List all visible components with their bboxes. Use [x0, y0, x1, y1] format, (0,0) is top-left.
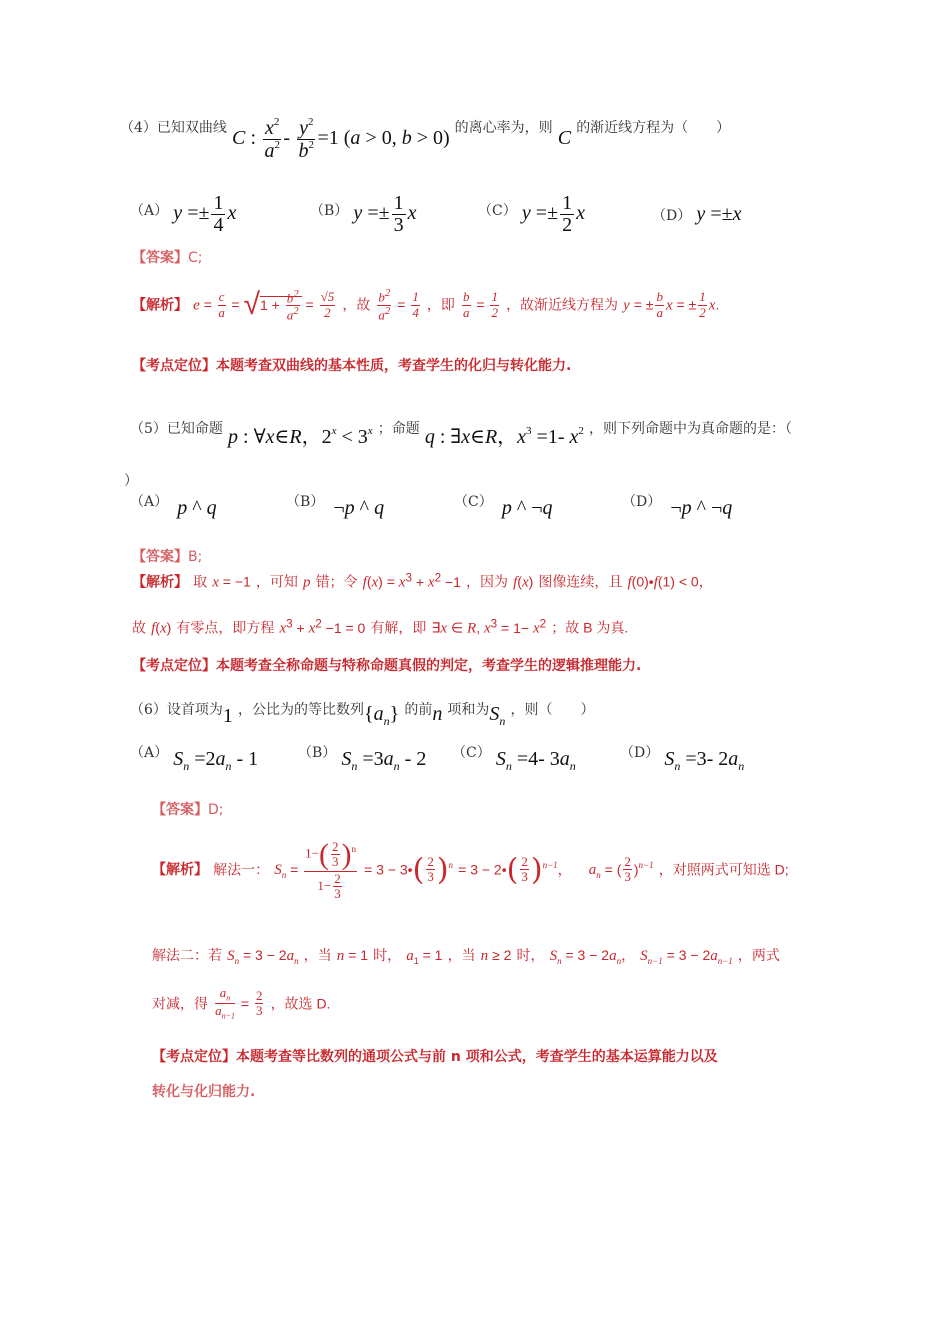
q5-stem: （5）已知命题 p : ∀x∈R，$2^x < 3^x$ ；命题 q : ∃x∈R，$x^3 =1-$ $x^2$ ，则下列命题中为真命题的是：（: [130, 421, 792, 448]
q6-option-c-label: （C）: [452, 745, 491, 761]
q4-analysis: 【解析】 e = $\frac{c}{a}$ = √1 + $\frac{b^2}{a^2}$ = $\frac{√5}{2}$ ，故 $\frac{b^2}{a^2}$ = $\frac{1}{4}$ ，即 $\frac{b}{a}$ = $\frac{1}{2}$ ，故渐近线方程为 y = ± $\frac{b}{a}$ x = ± $\frac{1}{2}$ x.: [132, 287, 720, 323]
q5-analysis-label: 【解析】: [132, 574, 188, 591]
q5-option-c-label: （C）: [454, 494, 493, 510]
q5-answer-value: B;: [188, 549, 203, 565]
q5-analysis-2b: 有零点，即方程: [176, 619, 275, 636]
q6-point-line2: 转化与化归能力.: [152, 1084, 256, 1100]
q4-option-b: （B） y =± $\frac{1}{3}$ x: [310, 192, 417, 236]
q6-option-d-label: （D）: [620, 745, 660, 761]
q6-n: n: [432, 703, 443, 725]
q4-analysis-text-1: ，故: [342, 297, 371, 314]
q5-point: [132, 655, 641, 675]
q5-option-d: （D） ¬p ^ ¬q: [622, 494, 733, 519]
q6-method2-f: ，两式: [737, 947, 780, 963]
q5-analysis-1c: 错；令: [315, 573, 358, 590]
q6-analysis-method2-line1: 解法二：若 $S_n = 3 - 2a_n$ ，当 n = 1 时， $a_1 = 1$ ，当 n ≥ 2 时， $S_n = 3 - 2a_n$， $S_{n-1} = 3 - 2a_{n-1}$ ，两式: [152, 947, 780, 966]
q6-stem-mid: ，公比为的等比数列: [238, 702, 365, 718]
q6-point-text-1: 本题考查等比数列的通项公式与前 n 项和公式，考查学生的基本运算能力以及: [236, 1049, 718, 1065]
q5-analysis-1a: 取: [193, 573, 208, 590]
q5-analysis-2a: 故: [132, 619, 146, 636]
q6-option-a-label: （A）: [130, 745, 169, 761]
q6-method2-b: ，当: [303, 947, 332, 963]
q4-option-c-label: （C）: [478, 203, 517, 219]
q6-method2-label: 解法二：若: [152, 947, 222, 963]
q5-proposition-p: p: [228, 426, 239, 448]
q4-analysis-label: 【解析】: [132, 297, 188, 314]
q5-point-label: 【考点定位】: [132, 658, 216, 674]
q5-proposition-q: q: [424, 426, 435, 448]
q5-stem-prefix: （5）已知命题: [130, 421, 223, 437]
q4-option-a-frac: $\frac{1}{4}$: [213, 192, 224, 236]
q4-stem-suffix: 的渐近线方程为（ ）: [576, 120, 731, 137]
q4-frac-x: $\frac{x^2}{a^2}$: [264, 116, 280, 162]
q6-stem-mid3: 项和为: [447, 702, 490, 718]
q6-method2-d: ，当: [447, 947, 476, 963]
q5-answer: [132, 546, 202, 566]
q5-option-b-label: （B）: [286, 494, 325, 510]
q5-option-b: （B） ¬p ^ q: [286, 494, 385, 519]
q4-point-label: 【考点定位】: [132, 358, 216, 374]
q6-method2-c: 时，: [373, 947, 402, 963]
q5-analysis-1e: 图像连续，且: [538, 573, 623, 590]
q6-option-a: （A） $S_n =2a_n - 1$: [130, 745, 259, 773]
q6-analysis-label: 【解析】: [152, 862, 208, 879]
q6-point-label: 【考点定位】: [152, 1049, 236, 1065]
q6-method1-label: 解法一：: [213, 861, 270, 878]
q5-analysis-2d: ；故 B 为真.: [551, 619, 629, 636]
q6-first-term: 1: [222, 705, 233, 727]
q4-analysis-text-3: ，故渐近线方程为: [506, 297, 619, 314]
q4-option-c: （C） y =± $\frac{1}{2}$ x: [478, 192, 585, 236]
q4-curve-name-2: C: [557, 127, 572, 150]
q6-point-line1: [152, 1046, 718, 1066]
q4-option-a-label: （A）: [130, 203, 169, 219]
q4-stem-prefix: （4）已知双曲线: [120, 120, 227, 137]
q4-answer-value: C;: [188, 250, 203, 266]
q5-option-a: （A） p ^ q: [130, 494, 217, 519]
q4-equation: : $\frac{x^2}{a^2}$ - $\frac{y^2}{b^2}$ =1 (a > 0, b > 0): [250, 116, 455, 162]
q5-analysis-line1: 【解析】 取 x = −1 ，可知 p 错；令 $f(x) = x^3 + x^2 -1$ ，因为 f(x) 图像连续，且 f(0)•f(1) < 0，: [132, 571, 713, 591]
q4-curve-name: C: [232, 127, 246, 150]
q5-option-a-label: （A）: [130, 494, 169, 510]
q5-stem-mid: ；命题: [377, 421, 420, 437]
q5-option-d-label: （D）: [622, 494, 662, 510]
q5-stem-suffix: ，则下列命题中为真命题的是：（: [588, 421, 792, 437]
q5-option-c: （C） p ^ ¬q: [454, 494, 553, 519]
q5-analysis-1b: ，可知: [255, 573, 298, 590]
q6-option-b: （B） $S_n =3a_n - 2$: [298, 745, 427, 773]
q4-option-c-frac: $\frac{1}{2}$: [562, 192, 573, 236]
q4-analysis-text-2: ，即: [426, 297, 455, 314]
q4-option-a: （A） y =± $\frac{1}{4}$ x: [130, 192, 237, 236]
q4-answer: [132, 247, 203, 267]
q6-stem-mid2: 的前: [404, 702, 433, 718]
q6-method1-tail: ，对照两式可知选 D;: [658, 861, 789, 878]
q4-point: [132, 355, 571, 375]
q5-analysis-line2: 故 f(x) 有零点，即方程 $x^3 + x^2 -1 = 0$ 有解，即 ∃x ∈ R, $x^3 = 1- x^2$ ；故 B 为真.: [132, 617, 629, 637]
q6-answer: [152, 799, 224, 819]
q6-answer-label: 【答案】: [152, 802, 208, 818]
q4-option-b-frac: $\frac{1}{3}$: [393, 192, 404, 236]
q5-analysis-2c: 有解，即: [370, 619, 427, 636]
q4-point-text: 本题考查双曲线的基本性质，考查学生的化归与转化能力.: [216, 358, 572, 374]
q6-method2-e: 时，: [516, 947, 545, 963]
q4-option-b-label: （B）: [310, 203, 349, 219]
q6-answer-value: D;: [208, 802, 224, 818]
q6-method2-line2b: ，故选 D.: [270, 995, 331, 1012]
q6-method1-frac: 1−( $\frac{2}{3}$ )$^n$ 1− $\frac{2}{3}$: [305, 838, 356, 902]
q6-option-c: （C） $S_n =4-$ $3a_n$: [452, 745, 576, 773]
q6-method2-line2a: 对减，得: [152, 995, 208, 1012]
q4-option-d-label: （D）: [652, 208, 692, 224]
q6-analysis-method2-line2: 对减，得 $\frac{a_n}{a_{n-1}}$ = $\frac{2}{3}$ ，故选 D.: [152, 985, 331, 1021]
q5-analysis-1d: ，因为: [466, 573, 509, 590]
q4-option-d: （D） y =±x: [652, 203, 742, 225]
q6-option-b-label: （B）: [298, 745, 337, 761]
q5-stem-wrap: ）: [124, 473, 138, 489]
q4-answer-label: 【答案】: [132, 250, 188, 266]
q5-answer-label: 【答案】: [132, 549, 188, 565]
q4-stem: [120, 116, 731, 185]
q6-stem-prefix: （6）设首项为: [130, 702, 223, 718]
q6-stem-suffix: ，则（ ）: [510, 702, 595, 718]
q4-stem-mid: 的离心率为，则: [454, 120, 553, 137]
q6-analysis-method1: 【解析】 解法一： $S_n$ = 1−( $\frac{2}{3}$ )$^n$ 1− $\frac{2}{3}$ = 3 − 3•( $\frac{2}{3}$ )$^n$ = 3 − 2•( $\frac{2}{3}$ )$^{n-1}$， $a_n$ = ( $\frac{2}{3}$ )$^{n-1}$ ，对照两式可知选 D;: [152, 838, 789, 902]
q6-stem: （6）设首项为1 ，公比为的等比数列$\{a_n\}$ 的前n 项和为$S_n$ ，则（ ）: [130, 702, 595, 728]
q6-option-d: （D） $S_n =3-$ $2a_n$: [620, 745, 745, 773]
q5-point-text: 本题考查全称命题与特称命题真假的判定，考查学生的逻辑推理能力.: [216, 658, 642, 674]
q4-frac-y: $\frac{y^2}{b^2}$: [298, 116, 315, 162]
